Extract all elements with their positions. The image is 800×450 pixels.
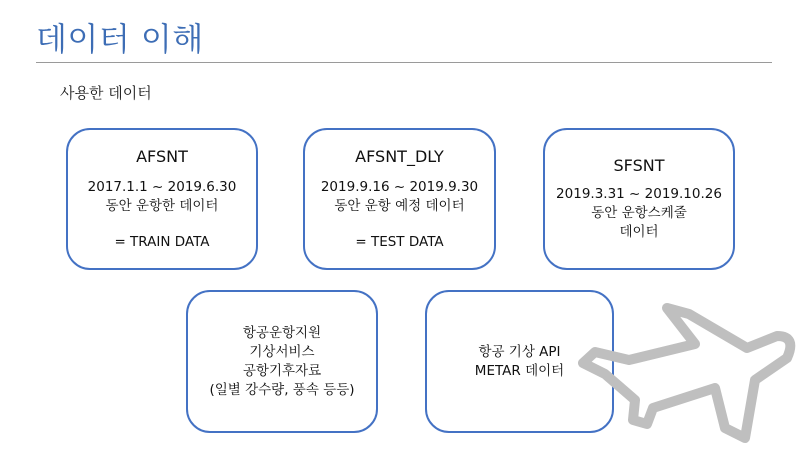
box-heading: AFSNT_DLY	[355, 146, 444, 166]
airplane-icon	[575, 300, 800, 450]
slide-title: 데이터 이해	[36, 20, 204, 58]
slide-subtitle: 사용한 데이터	[60, 84, 152, 102]
box-line: 항공 기상 API	[478, 343, 561, 360]
box-description: 동안 운항한 데이터	[105, 197, 219, 214]
box-description: 동안 운항스케줄	[591, 205, 687, 221]
box-description-cont: 데이터	[619, 224, 659, 240]
box-heading: SFSNT	[613, 156, 665, 175]
box-line: (일별 강수량, 풍속 등등)	[209, 381, 355, 398]
box-line: 기상서비스	[249, 343, 315, 360]
box-line: 공항기후자료	[242, 362, 322, 379]
box-period: 2019.3.31 ~ 2019.10.26	[556, 186, 722, 202]
box-description: 동안 운항 예정 데이터	[334, 197, 465, 214]
afsnt-box	[66, 128, 258, 270]
box-heading: AFSNT	[136, 146, 188, 166]
box-period: 2019.9.16 ~ 2019.9.30	[320, 178, 479, 195]
box-note: = TEST DATA	[355, 233, 444, 250]
afsnt-dly-box	[303, 128, 496, 270]
box-note: = TRAIN DATA	[114, 233, 210, 250]
box-line: METAR 데이터	[474, 362, 565, 379]
weather-service-box	[186, 290, 378, 433]
box-line: 항공운항지원	[242, 324, 322, 341]
box-period: 2017.1.1 ~ 2019.6.30	[87, 178, 237, 195]
sfsnt-box	[543, 128, 735, 270]
title-divider	[36, 62, 772, 63]
